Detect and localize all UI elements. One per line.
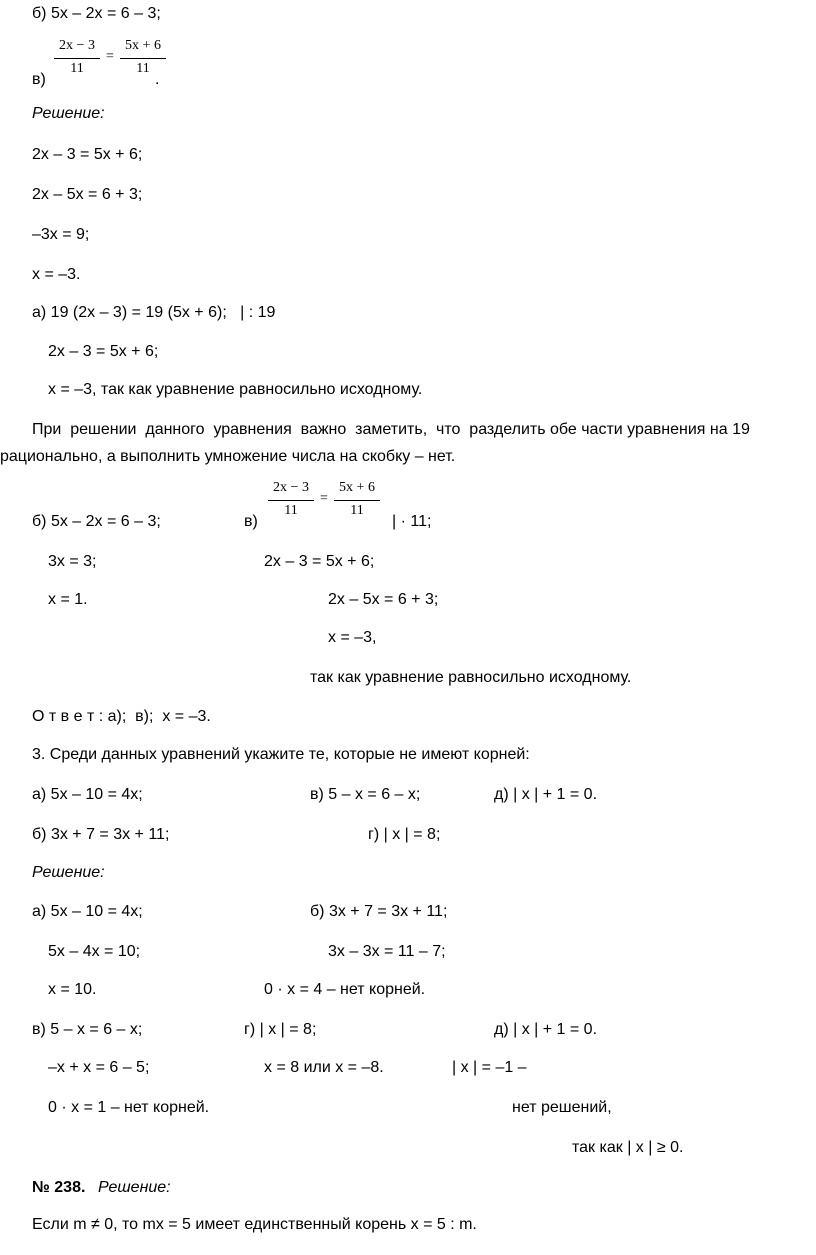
fraction-left-denominator: 11 (70, 61, 84, 76)
solution-line: 0 · x = 4 – нет корней. (264, 981, 426, 998)
task-3-heading: 3. Среди данных уравнений укажите те, которые не имеют корней: (32, 746, 530, 763)
solution-line: 2x – 3 = 5x + 6; (32, 146, 143, 163)
fraction-equals: = (106, 49, 114, 64)
solution-line: 3x – 3x = 11 – 7; (328, 943, 446, 960)
fraction-left-numerator: 2x − 3 (273, 480, 309, 495)
solution-line: в) 5 – x = 6 – x; (32, 1021, 143, 1038)
solution-line: –x + x = 6 – 5; (48, 1059, 150, 1076)
solution-line: а) 19 (2x – 3) = 19 (5x + 6); | : 19 (32, 304, 276, 321)
solution-line: г) | x | = 8; (244, 1021, 317, 1038)
fraction-left-bar (268, 500, 314, 501)
solution-line: 2x – 5x = 6 + 3; (328, 591, 439, 608)
solution-line: x = –3. (32, 266, 81, 283)
solution-line: x = 1. (48, 591, 88, 608)
solution-line: 5x – 4x = 10; (48, 943, 141, 960)
fraction-left-numerator: 2x − 3 (59, 38, 95, 53)
multiply-note: | · 11; (392, 513, 432, 530)
solution-line: так как | x | ≥ 0. (572, 1139, 684, 1156)
solution-line: x = 10. (48, 981, 97, 998)
fraction-right-bar (120, 58, 166, 59)
solution-heading: Решение: (32, 105, 105, 122)
option-a: а) 5x – 10 = 4x; (32, 786, 143, 803)
solution-line: а) 5x – 10 = 4x; (32, 903, 143, 920)
fraction-right-numerator: 5x + 6 (339, 480, 375, 495)
solution-line: б) 3x + 7 = 3x + 11; (310, 903, 448, 920)
solution-line: нет решений, (512, 1099, 612, 1116)
solution-line: | x | = –1 – (452, 1059, 527, 1076)
line-b-equation: б) 5x – 2x = 6 – 3; (32, 5, 161, 22)
solution-line: б) 5x – 2x = 6 – 3; (32, 513, 161, 530)
problem-number: № 238. (32, 1179, 86, 1196)
solution-line: x = 8 или x = –8. (264, 1059, 384, 1076)
option-g: г) | x | = 8; (368, 826, 441, 843)
fraction-left-denominator: 11 (284, 503, 298, 518)
solution-line: 0 · x = 1 – нет корней. (48, 1099, 210, 1116)
answer-line: О т в е т : а); в); x = –3. (32, 708, 211, 725)
solution-heading: Решение: (32, 864, 105, 881)
solution-line: д) | x | + 1 = 0. (494, 1021, 598, 1038)
fraction-right-denominator: 11 (136, 61, 150, 76)
solution-heading: Решение: (98, 1179, 171, 1196)
label-v: в) (32, 71, 46, 88)
solution-line: x = –3, так как уравнение равносильно исходному. (48, 381, 423, 398)
solution-line: x = –3, (328, 629, 377, 646)
solution-line: 2x – 5x = 6 + 3; (32, 186, 143, 203)
option-d: д) | x | + 1 = 0. (494, 786, 598, 803)
solution-line: 2x – 3 = 5x + 6; (264, 553, 375, 570)
solution-line: Если m ≠ 0, то mx = 5 имеет единственный корень x = 5 : m. (32, 1216, 477, 1233)
fraction-period: . (155, 71, 160, 88)
paragraph-line: рационально, а выполнить умножение числа на скобку – нет. (0, 448, 456, 465)
solution-line: 3x = 3; (48, 553, 97, 570)
fraction-right-numerator: 5x + 6 (125, 38, 161, 53)
option-b: б) 3x + 7 = 3x + 11; (32, 826, 170, 843)
fraction-right-bar (334, 500, 380, 501)
fraction-right-denominator: 11 (350, 503, 364, 518)
fraction-left-bar (54, 58, 100, 59)
solution-line: 2x – 3 = 5x + 6; (48, 343, 159, 360)
fraction-equals: = (320, 491, 328, 506)
label-v: в) (244, 513, 258, 530)
solution-line: так как уравнение равносильно исходному. (310, 669, 632, 686)
solution-line: –3x = 9; (32, 226, 90, 243)
option-v: в) 5 – x = 6 – x; (310, 786, 421, 803)
paragraph-line: При решении данного уравнения важно заметить, что разделить обе части уравнения на 19 (32, 421, 750, 438)
